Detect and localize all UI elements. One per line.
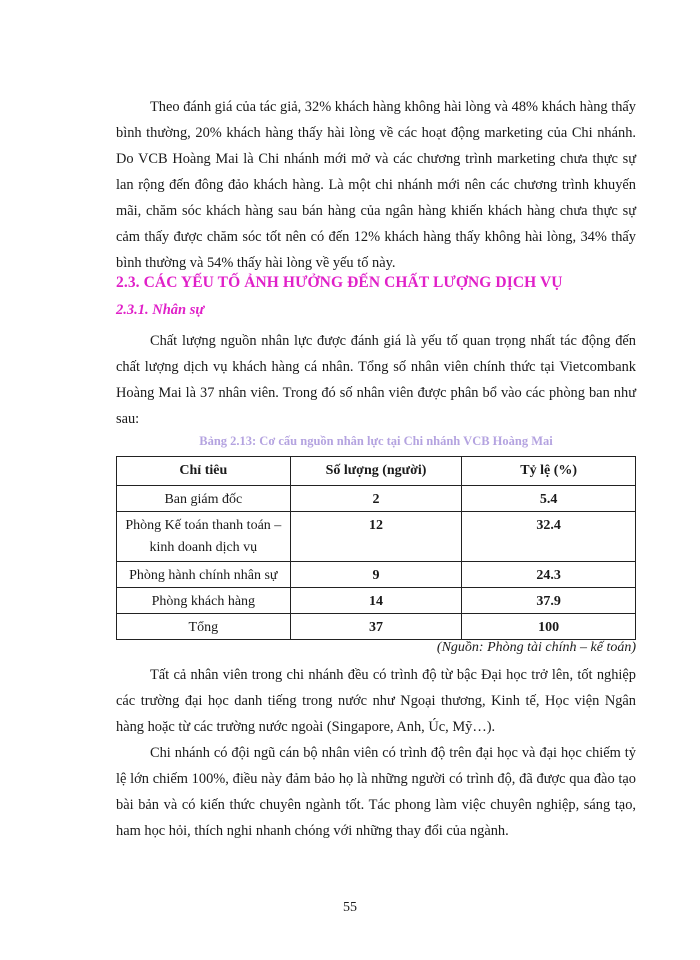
table-cell-label: Ban giám đốc	[117, 486, 291, 512]
table-cell-count: 2	[290, 486, 462, 512]
table-caption: Bảng 2.13: Cơ cấu nguồn nhân lực tại Chi nhánh VCB Hoàng Mai	[199, 434, 553, 448]
table-cell-label: Phòng Kế toán thanh toán – kinh doanh dịch vụ	[117, 512, 291, 562]
table-header-cell: Số lượng (người)	[290, 457, 462, 486]
table-row	[117, 512, 636, 562]
table-header-cell: Chỉ tiêu	[117, 457, 291, 486]
table-cell-count: 12	[290, 512, 462, 562]
table-cell-count: 14	[290, 588, 462, 614]
subsection-heading: 2.3.1. Nhân sự	[116, 302, 205, 318]
paragraph-staff-overview: Chất lượng nguồn nhân lực được đánh giá là yếu tố quan trọng nhất tác động đến chất lượng dịch vụ khách hàng cá nhân. Tổng số nhân viên chính thức tại Vietcombank Hoàng Mai là 37 nhân viên. Trong đó số nhân viên được phân bổ vào các phòng ban như sau:	[116, 333, 636, 427]
table-cell-percent: 5.4	[462, 486, 636, 512]
table-cell-label: Tổng	[117, 614, 291, 640]
table-cell-count: 37	[290, 614, 462, 640]
table-row	[117, 486, 636, 512]
table-row	[117, 588, 636, 614]
table-cell-count: 9	[290, 562, 462, 588]
table-header-cell: Tỷ lệ (%)	[462, 457, 636, 486]
table-cell-percent: 32.4	[462, 512, 636, 562]
table-cell-label: Phòng khách hàng	[117, 588, 291, 614]
table-header-row	[117, 457, 636, 486]
paragraph-education-level: Tất cả nhân viên trong chi nhánh đều có trình độ từ bậc Đại học trở lên, tốt nghiệp các trường đại học danh tiếng trong nước như Ngoại thương, Kinh tế, Học viện Ngân hàng hoặc từ các trường nước ngoài (Singapore, Anh, Úc, Mỹ…).	[116, 667, 636, 735]
section-heading: 2.3. CÁC YẾU TỐ ẢNH HƯỞNG ĐẾN CHẤT LƯỢNG DỊCH VỤ	[116, 274, 563, 291]
staff-structure-table	[116, 456, 636, 640]
table-cell-percent: 37.9	[462, 588, 636, 614]
table-row-total	[117, 614, 636, 640]
table-cell-label: Phòng hành chính nhân sự	[117, 562, 291, 588]
page-number: 55	[343, 900, 357, 915]
paragraph-marketing-evaluation: Theo đánh giá của tác giả, 32% khách hàng không hài lòng và 48% khách hàng thấy bình thường, 20% khách hàng thấy hài lòng về các hoạt động marketing của Chi nhánh. Do VCB Hoàng Mai là Chi nhánh mới mở và các chương trình marketing chưa thực sự lan rộng đến đông đảo khách hàng. Là một chi nhánh mới nên các chương trình khuyến mãi, chăm sóc khách hàng sau bán hàng của ngân hàng khiến khách hàng chưa thực sự cảm thấy được chăm sóc tốt nên có đến 12% khách hàng thấy không hài lòng, 34% thấy bình thường và 54% thấy hài lòng về yếu tố này.	[116, 99, 636, 271]
paragraph-staff-quality: Chi nhánh có đội ngũ cán bộ nhân viên có trình độ trên đại học và đại học chiếm tỷ lệ lớn chiếm 100%, điều này đảm bảo họ là những người có trình độ, đã được qua đào tạo bài bản và có kiến thức chuyên ngành tốt. Tác phong làm việc chuyên nghiệp, sáng tạo, ham học hỏi, thích nghi nhanh chóng với những thay đổi của ngành.	[116, 745, 636, 839]
table-row	[117, 562, 636, 588]
table-source-note: (Nguồn: Phòng tài chính – kế toán)	[436, 640, 636, 655]
table-cell-percent: 100	[462, 614, 636, 640]
table-cell-percent: 24.3	[462, 562, 636, 588]
